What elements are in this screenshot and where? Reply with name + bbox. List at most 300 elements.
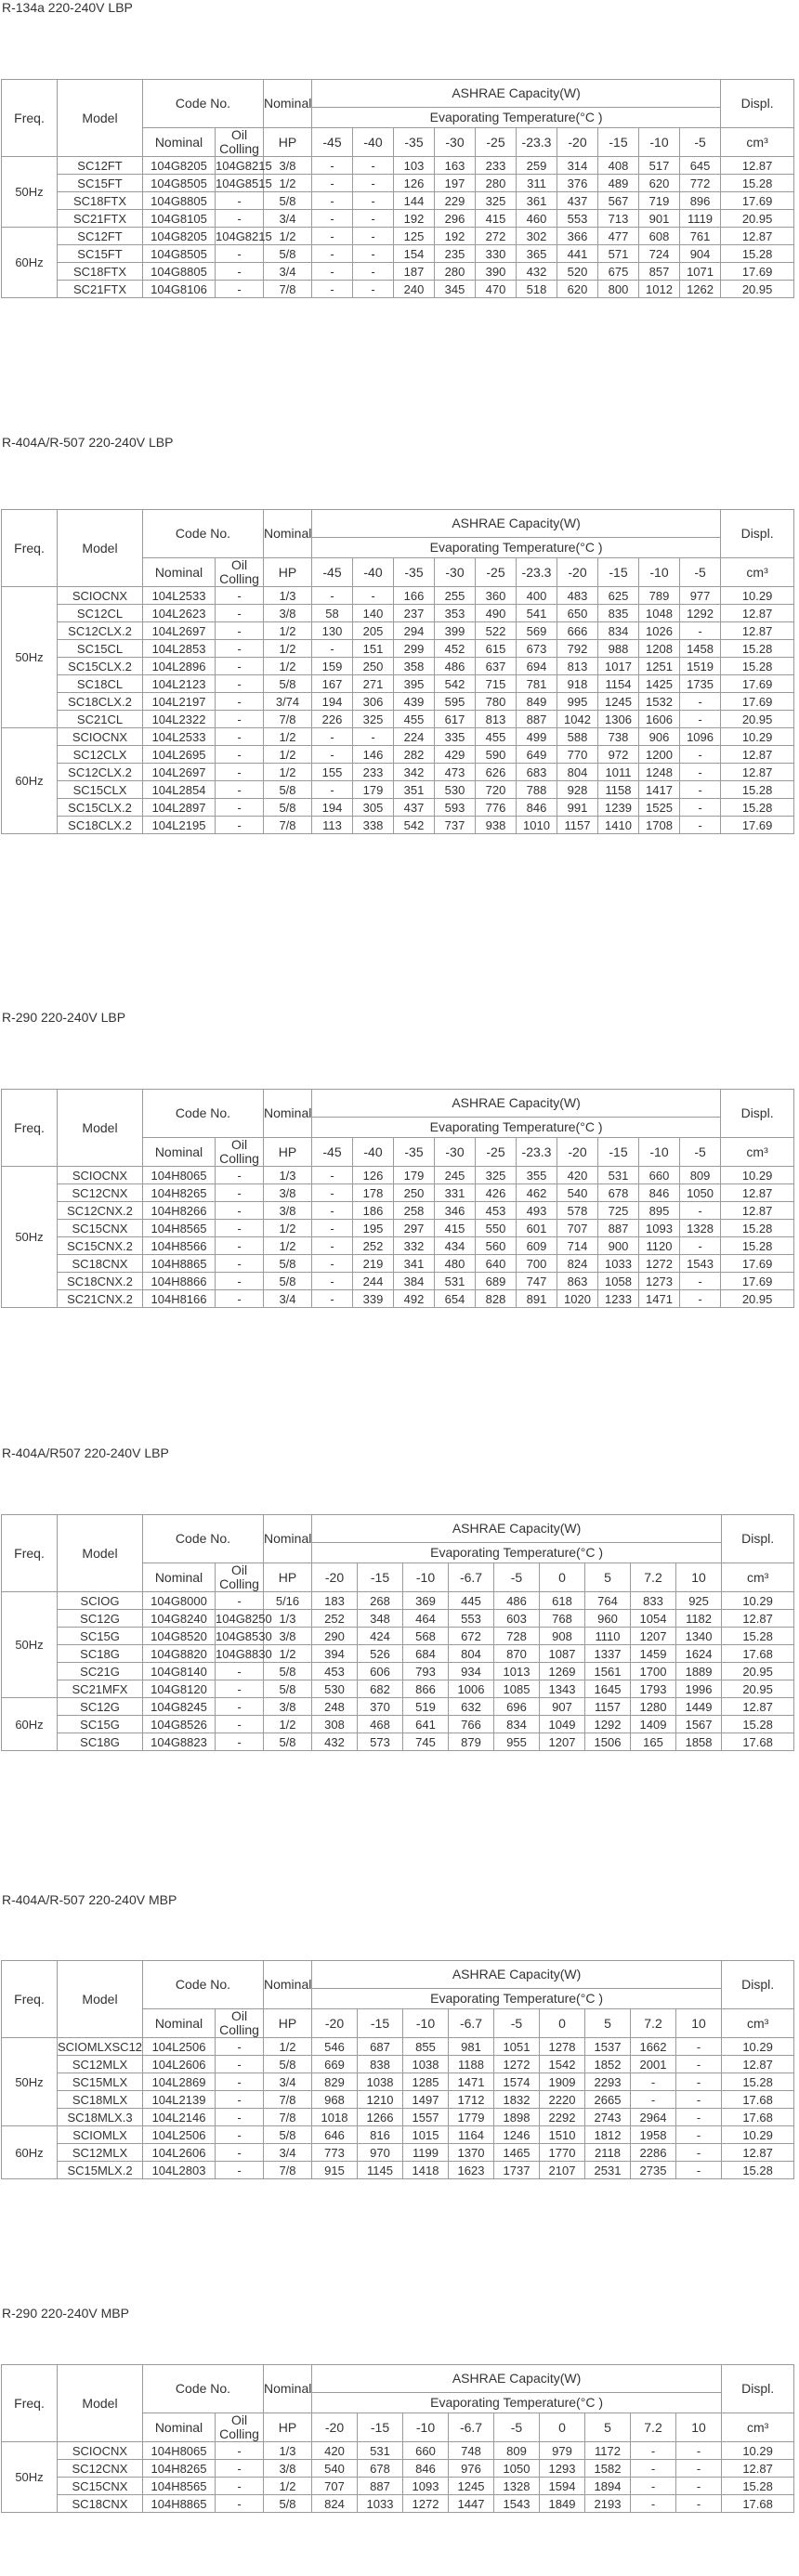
capacity-cell: 325 [353, 711, 394, 728]
capacity-cell: 415 [476, 210, 517, 228]
capacity-cell: - [312, 1290, 353, 1308]
displ-cell: 10.29 [722, 2038, 794, 2056]
capacity-cell: 126 [394, 175, 435, 192]
displ-cell: 10.29 [722, 2442, 794, 2460]
displ-header: Displ. [722, 2365, 794, 2413]
section-title: R-290 220-240V MBP [2, 2306, 129, 2321]
capacity-cell: 400 [517, 587, 557, 605]
capacity-header: ASHRAE Capacity(W) [312, 80, 721, 108]
hp-cell: 1/2 [264, 622, 312, 640]
table-row [2, 1645, 794, 1663]
evaporating-temperature-header: Evaporating Temperature(°C ) [312, 1989, 722, 2009]
capacity-cell: 330 [476, 245, 517, 263]
oil-code-cell: - [216, 781, 264, 799]
temperature-header: -15 [358, 2009, 403, 2038]
model-cell: SC15CLX [58, 781, 143, 799]
capacity-cell: 365 [517, 245, 557, 263]
capacity-cell: 195 [353, 1220, 394, 1237]
capacity-cell: 192 [394, 210, 435, 228]
freq-cell: 50Hz [2, 587, 58, 728]
capacity-cell: 540 [312, 2460, 358, 2478]
capacity-cell: 615 [476, 640, 517, 658]
nominal-code-cell: 104L2197 [143, 693, 216, 711]
oil-code-cell: 104G8515 [216, 176, 272, 190]
table-row [2, 175, 794, 192]
capacity-cell: 255 [435, 587, 476, 605]
nominal-code-cell: 104H8265 [143, 1184, 216, 1202]
capacity-cell: 620 [557, 281, 598, 298]
capacity-cell: 235 [435, 245, 476, 263]
capacity-cell: 342 [394, 764, 435, 781]
capacity-cell: 370 [358, 1698, 403, 1716]
capacity-cell: 395 [394, 675, 435, 693]
capacity-cell: 568 [403, 1628, 449, 1645]
capacity-cell: 1050 [494, 2460, 540, 2478]
capacity-cell: 542 [394, 817, 435, 834]
capacity-cell: - [676, 2442, 722, 2460]
capacity-cell: 1272 [639, 1255, 680, 1273]
capacity-cell: 1623 [449, 2162, 494, 2179]
nominal-code-cell: 104L2803 [143, 2162, 216, 2179]
cm3-header: cm³ [722, 2009, 794, 2038]
capacity-cell: 1018 [312, 2109, 358, 2126]
capacity-cell: 1567 [676, 1716, 722, 1733]
table-row [2, 1680, 794, 1698]
capacity-cell: 1085 [494, 1680, 540, 1698]
capacity-cell: 1054 [631, 1610, 676, 1628]
capacity-cell: 641 [403, 1716, 449, 1733]
displ-cell: 12.87 [721, 1202, 794, 1220]
capacity-cell: 1015 [403, 2126, 449, 2144]
oil-code-cell: - [216, 622, 264, 640]
capacity-cell: 526 [358, 1645, 403, 1663]
capacity-cell: 424 [358, 1628, 403, 1645]
temperature-header: -5 [494, 2009, 540, 2038]
displ-cell: 10.29 [721, 1167, 794, 1184]
capacity-cell: 252 [353, 1237, 394, 1255]
model-cell: SC12CLX [58, 746, 143, 764]
freq-cell: 60Hz [2, 2126, 58, 2179]
capacity-cell: 849 [517, 693, 557, 711]
capacity-cell: 1020 [557, 1290, 598, 1308]
model-cell: SC21CL [58, 711, 143, 728]
table-row [2, 2460, 794, 2478]
freq-header: Freq. [2, 2365, 58, 2442]
capacity-cell: 1306 [598, 711, 639, 728]
model-cell: SCIOCNX [58, 1167, 143, 1184]
capacity-cell: 972 [598, 746, 639, 764]
oil-code-cell: - [216, 210, 264, 228]
oil-colling-header: Oil Colling [216, 128, 264, 157]
capacity-cell: 445 [449, 1592, 494, 1610]
capacity-cell: 1417 [639, 781, 680, 799]
table-row [2, 192, 794, 210]
capacity-cell: - [676, 2162, 722, 2179]
model-cell: SC15MLX.2 [58, 2162, 143, 2179]
capacity-cell: 531 [598, 1167, 639, 1184]
displ-cell: 20.95 [721, 210, 794, 228]
capacity-cell: - [312, 228, 353, 245]
capacity-cell: 1093 [403, 2478, 449, 2495]
table-row [2, 1733, 794, 1751]
capacity-cell: 833 [631, 1592, 676, 1610]
model-cell: SC21G [58, 1663, 143, 1680]
displ-cell: 15.28 [722, 2478, 794, 2495]
freq-header: Freq. [2, 510, 58, 587]
cm3-header: cm³ [722, 2413, 794, 2442]
capacity-cell: - [312, 746, 353, 764]
temperature-header: 7.2 [631, 1563, 676, 1592]
capacity-cell: 2118 [585, 2144, 631, 2162]
capacity-cell: 399 [435, 622, 476, 640]
temperature-header: 0 [540, 2413, 585, 2442]
capacity-cell: - [312, 1184, 353, 1202]
model-cell: SC12MLX [58, 2144, 143, 2162]
capacity-cell: 915 [312, 2162, 358, 2179]
capacity-cell: 764 [585, 1592, 631, 1610]
capacity-cell: - [312, 210, 353, 228]
capacity-cell: 240 [394, 281, 435, 298]
capacity-cell: - [680, 1202, 721, 1220]
capacity-cell: - [676, 2073, 722, 2091]
header-row [2, 510, 794, 538]
freq-header: Freq. [2, 1515, 58, 1592]
capacity-cell: 480 [435, 1255, 476, 1273]
capacity-cell: 155 [312, 764, 353, 781]
temperature-header: -10 [639, 558, 680, 587]
nominal-code-cell: 104H8566 [143, 1237, 216, 1255]
nominal-code-cell: 104G8140 [143, 1663, 216, 1680]
capacity-cell: 573 [358, 1733, 403, 1751]
model-cell: SC18CNX [58, 2495, 143, 2513]
capacity-cell: 390 [476, 263, 517, 281]
cm3-header: cm³ [721, 128, 794, 157]
capacity-cell: 522 [476, 622, 517, 640]
temperature-header: 7.2 [631, 2009, 676, 2038]
capacity-cell: 719 [639, 192, 680, 210]
hp-cell: 1/2 [264, 175, 312, 192]
capacity-cell: 590 [476, 746, 517, 764]
hp-cell: 5/8 [264, 799, 312, 817]
nominal-code-cell: 104L2854 [143, 781, 216, 799]
hp-cell: 7/8 [264, 281, 312, 298]
capacity-cell: 792 [557, 640, 598, 658]
hp-cell: 3/4 [264, 2144, 312, 2162]
temperature-header: -5 [494, 1563, 540, 1592]
hp-cell: 5/8 [264, 1273, 312, 1290]
model-cell: SC12CLX.2 [58, 764, 143, 781]
freq-cell: 50Hz [2, 2038, 58, 2126]
capacity-cell: 838 [358, 2056, 403, 2073]
oil-code-cell: - [216, 1733, 264, 1751]
displ-header: Displ. [721, 1090, 794, 1138]
capacity-cell: 280 [476, 175, 517, 192]
capacity-cell: 154 [394, 245, 435, 263]
capacity-cell: 1042 [557, 711, 598, 728]
hp-cell: 1/2 [264, 228, 312, 245]
nominal-code-cell: 104L2869 [143, 2073, 216, 2091]
temperature-header: -45 [312, 558, 353, 587]
capacity-cell: 1006 [449, 1680, 494, 1698]
capacity-cell: 531 [435, 1273, 476, 1290]
oil-code-cell: - [216, 640, 264, 658]
capacity-cell: 486 [494, 1592, 540, 1610]
oil-colling-header: Oil Colling [216, 2009, 264, 2038]
temperature-header: 10 [676, 2009, 722, 2038]
model-cell: SC18G [58, 1733, 143, 1751]
capacity-cell: 1011 [598, 764, 639, 781]
capacity-cell: 981 [449, 2038, 494, 2056]
oil-code-cell: - [216, 245, 264, 263]
capacity-cell: 1119 [680, 210, 721, 228]
model-cell: SC15CLX.2 [58, 658, 143, 675]
capacity-cell: 846 [639, 1184, 680, 1202]
table-row [2, 2091, 794, 2109]
nominal-code-cell: 104L2322 [143, 711, 216, 728]
table-row [2, 2038, 794, 2056]
capacity-cell: 490 [476, 605, 517, 622]
capacity-cell: 415 [435, 1220, 476, 1237]
model-cell: SCIOCNX [58, 2442, 143, 2460]
capacity-cell: - [353, 728, 394, 746]
capacity-cell: 1543 [680, 1255, 721, 1273]
capacity-cell: 224 [394, 728, 435, 746]
displ-cell: 17.69 [721, 817, 794, 834]
capacity-cell: 268 [358, 1592, 403, 1610]
capacity-cell: 866 [403, 1680, 449, 1698]
capacity-cell: 928 [557, 781, 598, 799]
oil-code-cell: - [216, 2091, 264, 2109]
capacity-cell: 863 [557, 1273, 598, 1290]
temperature-header: -10 [403, 2413, 449, 2442]
capacity-cell: 1898 [494, 2109, 540, 2126]
model-cell: SC12FT [58, 228, 143, 245]
displ-cell: 20.95 [721, 711, 794, 728]
capacity-cell: - [676, 2144, 722, 2162]
model-header: Model [58, 1090, 143, 1167]
model-cell: SC18CLX.2 [58, 817, 143, 834]
capacity-cell: 857 [639, 263, 680, 281]
capacity-cell: - [680, 693, 721, 711]
capacity-cell: - [312, 781, 353, 799]
capacity-cell: 159 [312, 658, 353, 675]
model-cell: SC15CNX.2 [58, 1237, 143, 1255]
capacity-cell: 1894 [585, 2478, 631, 2495]
nominal-code-cell: 104G8245 [143, 1698, 216, 1716]
displ-cell: 17.69 [721, 693, 794, 711]
displ-cell: 20.95 [722, 1680, 794, 1698]
capacity-cell: - [312, 1202, 353, 1220]
table-row [2, 693, 794, 711]
capacity-cell: - [312, 263, 353, 281]
capacity-cell: 530 [435, 781, 476, 799]
capacity-cell: 1458 [680, 640, 721, 658]
nominal-code-header: Nominal [143, 1138, 216, 1167]
hp-cell: 3/8 [264, 1628, 312, 1645]
capacity-cell: 178 [353, 1184, 394, 1202]
capacity-cell: 809 [494, 2442, 540, 2460]
section-title: R-134a 220-240V LBP [2, 0, 133, 15]
capacity-cell: 2293 [585, 2073, 631, 2091]
capacity-cell: 918 [557, 675, 598, 693]
capacity-cell: - [676, 2460, 722, 2478]
capacity-cell: 1200 [639, 746, 680, 764]
header-row [2, 1961, 794, 1989]
capacity-cell: - [353, 587, 394, 605]
capacity-cell: 58 [312, 605, 353, 622]
hp-cell: 1/3 [264, 587, 312, 605]
hp-cell: 1/2 [264, 764, 312, 781]
capacity-cell: 179 [353, 781, 394, 799]
capacity-cell: 938 [476, 817, 517, 834]
hp-cell: 5/8 [264, 245, 312, 263]
nominal-code-cell: 104L2697 [143, 622, 216, 640]
temperature-header: -20 [312, 1563, 358, 1592]
capacity-cell: 384 [394, 1273, 435, 1290]
nominal-code-cell: 104L2697 [143, 764, 216, 781]
table-row [2, 1167, 794, 1184]
capacity-cell: 455 [476, 728, 517, 746]
displ-cell: 17.69 [721, 1273, 794, 1290]
nominal-code-cell: 104G8820 [143, 1645, 216, 1663]
model-cell: SC12CLX.2 [58, 622, 143, 640]
oil-code-cell: - [216, 1698, 264, 1716]
table-row [2, 228, 794, 245]
capacity-cell: 593 [435, 799, 476, 817]
capacity-cell: 550 [476, 1220, 517, 1237]
capacity-cell: 813 [476, 711, 517, 728]
code-no-header: Code No. [143, 1090, 264, 1138]
hp-cell: 3/8 [264, 2460, 312, 2478]
nominal-code-cell: 104G8505 [143, 175, 216, 192]
capacity-cell: 968 [312, 2091, 358, 2109]
table-row [2, 711, 794, 728]
capacity-cell: 1050 [680, 1184, 721, 1202]
nominal-code-cell: 104H8266 [143, 1202, 216, 1220]
capacity-cell: 1038 [358, 2073, 403, 2091]
oil-code-cell: - [216, 2038, 264, 2056]
header-row [2, 1090, 794, 1118]
hp-cell: 1/2 [264, 1220, 312, 1237]
capacity-cell: - [353, 210, 394, 228]
capacity-cell: 789 [639, 587, 680, 605]
capacity-cell: 432 [312, 1733, 358, 1751]
temperature-header: -23.3 [517, 1138, 557, 1167]
capacity-cell: 2193 [585, 2495, 631, 2513]
capacity-cell: 308 [312, 1716, 358, 1733]
capacity-cell: 237 [394, 605, 435, 622]
nominal-code-cell: 104L2139 [143, 2091, 216, 2109]
freq-cell: 60Hz [2, 1698, 58, 1751]
capacity-cell: 673 [517, 640, 557, 658]
capacity-cell: 369 [403, 1592, 449, 1610]
temperature-header: -40 [353, 1138, 394, 1167]
capacity-cell: 678 [598, 1184, 639, 1202]
capacity-cell: 660 [639, 1167, 680, 1184]
displ-header: Displ. [722, 1515, 794, 1563]
capacity-cell: 560 [476, 1237, 517, 1255]
capacity-cell: 493 [517, 1202, 557, 1220]
capacity-table [1, 1089, 794, 1308]
hp-cell: 1/3 [264, 2442, 312, 2460]
capacity-cell: - [631, 2091, 676, 2109]
capacity-cell: 2001 [631, 2056, 676, 2073]
temperature-header: -15 [358, 1563, 403, 1592]
nominal-code-cell: 104G8526 [143, 1716, 216, 1733]
temperature-header: -45 [312, 1138, 353, 1167]
capacity-cell: 540 [557, 1184, 598, 1202]
capacity-cell: 360 [476, 587, 517, 605]
table-row [2, 263, 794, 281]
displ-cell: 20.95 [722, 1663, 794, 1680]
model-cell: SC15MLX [58, 2073, 143, 2091]
capacity-cell: 1418 [403, 2162, 449, 2179]
table-row [2, 1628, 794, 1645]
table-row [2, 622, 794, 640]
table-row [2, 781, 794, 799]
hp-header: HP [264, 1563, 312, 1592]
oil-code-cell: - [216, 2442, 264, 2460]
capacity-cell: 335 [435, 728, 476, 746]
capacity-cell: 1093 [639, 1220, 680, 1237]
capacity-cell: 1017 [598, 658, 639, 675]
table-row [2, 799, 794, 817]
hp-cell: 3/8 [264, 1184, 312, 1202]
capacity-cell: - [312, 157, 353, 175]
capacity-cell: 1145 [358, 2162, 403, 2179]
capacity-cell: 1497 [403, 2091, 449, 2109]
cm3-header: cm³ [721, 558, 794, 587]
capacity-cell: 745 [403, 1733, 449, 1751]
capacity-cell: 144 [394, 192, 435, 210]
temperature-header: -10 [639, 128, 680, 157]
capacity-cell: 1889 [676, 1663, 722, 1680]
temperature-header: -30 [435, 1138, 476, 1167]
model-cell: SC18CL [58, 675, 143, 693]
capacity-cell: 460 [517, 210, 557, 228]
capacity-cell: 437 [394, 799, 435, 817]
freq-header: Freq. [2, 80, 58, 157]
capacity-cell: 588 [557, 728, 598, 746]
displ-cell: 12.87 [721, 1184, 794, 1202]
temperature-header: -20 [312, 2009, 358, 2038]
capacity-cell: 828 [476, 1290, 517, 1308]
capacity-cell: 724 [639, 245, 680, 263]
displ-cell: 12.87 [722, 2460, 794, 2478]
capacity-cell: 906 [639, 728, 680, 746]
capacity-cell: 2292 [540, 2109, 585, 2126]
capacity-cell: 816 [358, 2126, 403, 2144]
capacity-cell: 1832 [494, 2091, 540, 2109]
nominal-code-cell: 104G8505 [143, 245, 216, 263]
nominal-code-cell: 104H8865 [143, 1255, 216, 1273]
displ-cell: 15.28 [722, 1716, 794, 1733]
capacity-cell: 1266 [358, 2109, 403, 2126]
model-cell: SC15CL [58, 640, 143, 658]
capacity-cell: 618 [540, 1592, 585, 1610]
header-row [2, 80, 794, 108]
capacity-cell: 569 [517, 622, 557, 640]
capacity-cell: 441 [557, 245, 598, 263]
hp-header: HP [264, 1138, 312, 1167]
capacity-cell: 517 [639, 157, 680, 175]
capacity-cell: 988 [598, 640, 639, 658]
capacity-cell: - [676, 2038, 722, 2056]
nominal-code-cell: 104H8166 [143, 1290, 216, 1308]
capacity-cell: 1328 [494, 2478, 540, 2495]
capacity-cell: 1340 [676, 1628, 722, 1645]
capacity-cell: 434 [435, 1237, 476, 1255]
